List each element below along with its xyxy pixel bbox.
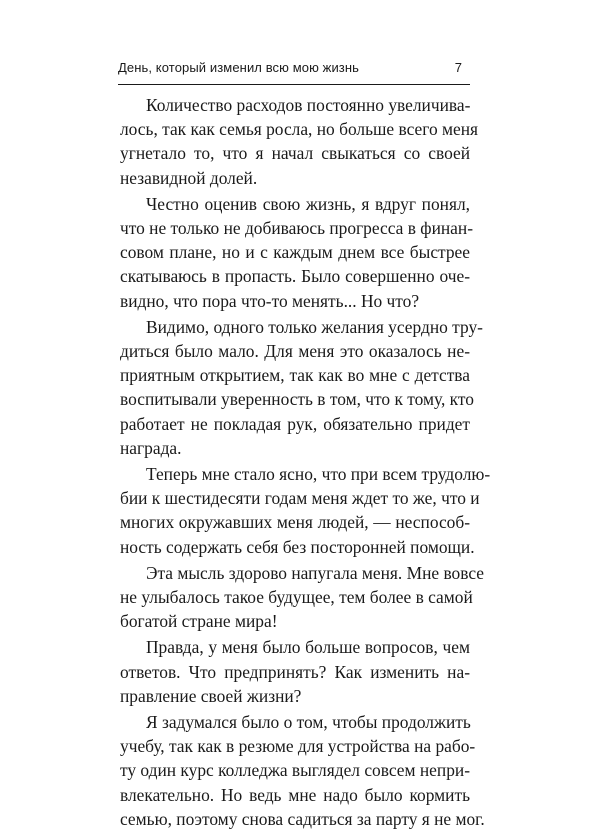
paragraph: [120, 635, 470, 708]
text-line: ту один курс колледжа выглядел совсем непри-: [120, 760, 470, 781]
text-line: диться было мало. Для меня это оказалось не-: [120, 341, 470, 362]
text-line: правление своей жизни?: [120, 685, 302, 706]
body-text: [120, 93, 491, 831]
text-line: приятным открытием, так как во мне с детства: [120, 365, 470, 386]
text-line: видно, что пора что-то менять... Но что?: [120, 290, 420, 311]
text-line: Правда, у меня было больше вопросов, чем: [146, 637, 470, 658]
text-line: Теперь мне стало ясно, что при всем трудолю-: [146, 464, 491, 485]
text-line: работает не покладая рук, обязательно придет: [120, 413, 470, 434]
paragraph: [120, 462, 491, 559]
paragraph: [120, 561, 485, 634]
text-line: угнетало то, что я начал свыкаться со своей: [120, 143, 470, 164]
text-line: незавидной долей.: [120, 167, 258, 188]
text-line: влекательно. Но ведь мне надо было кормить: [120, 784, 470, 805]
text-line: лось, так как семья росла, но больше всего меня: [120, 119, 479, 140]
paragraph: [120, 710, 485, 831]
page-number: 7: [454, 60, 462, 75]
paragraph: [120, 93, 479, 190]
text-line: не улыбалось такое будущее, тем более в самой: [120, 587, 473, 608]
text-line: бии к шестидесяти годам меня ждет то же, что и: [120, 488, 480, 509]
text-line: ность содержать себя без посторонней помощи.: [120, 536, 475, 557]
text-line: многих окружавших меня людей, — неспособ-: [120, 512, 470, 533]
running-header: [118, 60, 470, 82]
text-line: богатой стране мира!: [120, 611, 278, 632]
header-rule: [118, 84, 470, 85]
text-line: скатываюсь в пропасть. Было совершенно оче-: [120, 266, 470, 287]
text-line: Я задумался было о том, чтобы продолжить: [146, 712, 471, 733]
running-header-title: День, который изменил всю мою жизнь: [118, 60, 360, 75]
text-line: что не только не добиваюсь прогресса в финан-: [120, 218, 474, 239]
text-line: семью, поэтому снова садиться за парту я не мог.: [120, 808, 485, 829]
text-line: воспитывали уверенность в том, что к тому, кто: [120, 389, 474, 410]
text-line: ответов. Что предпринять? Как изменить на-: [120, 661, 470, 682]
text-line: награда.: [120, 437, 182, 458]
paragraph: [120, 192, 474, 313]
text-line: Видимо, одного только желания усердно тру-: [146, 316, 483, 337]
paragraph: [120, 315, 483, 460]
text-line: Честно оценив свою жизнь, я вдруг понял,: [146, 193, 470, 214]
text-line: учебу, так как в резюме для устройства на рабо-: [120, 736, 476, 757]
text-line: совом плане, но и с каждым днем все быстрее: [120, 242, 470, 263]
text-line: Эта мысль здорово напугала меня. Мне вовсе: [146, 562, 485, 583]
text-line: Количество расходов постоянно увеличива-: [146, 95, 471, 115]
